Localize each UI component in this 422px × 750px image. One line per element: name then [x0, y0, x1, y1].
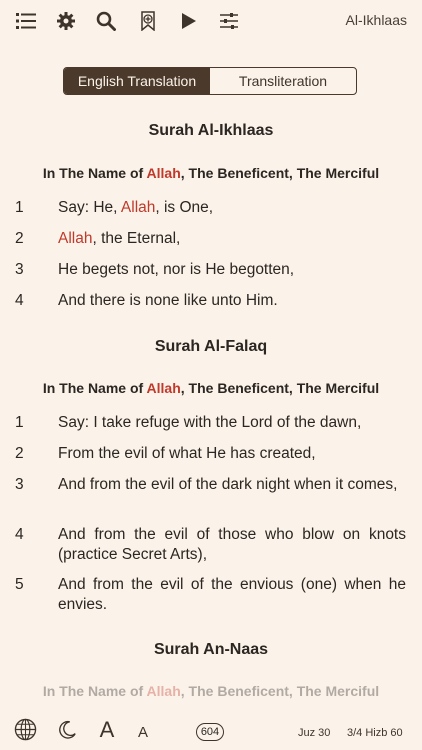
verse-text: And there is none like unto Him. [58, 292, 278, 309]
verse-text: And from the evil of the envious (one) when he envies. [58, 576, 406, 613]
bismillah [0, 683, 422, 699]
verse-text: He begets not, nor is He begotten, [58, 261, 295, 278]
verse-row[interactable] [0, 575, 422, 615]
bismillah-text: , The Beneficent, The Merciful [180, 165, 380, 181]
verse-row[interactable] [0, 198, 422, 218]
highlighted-word: Allah [146, 165, 181, 181]
translation-mode-toggle [63, 67, 357, 95]
bismillah [0, 165, 422, 181]
juz-label: Juz 30 [298, 727, 331, 739]
verse-row[interactable] [0, 525, 422, 565]
verse-number: 1 [15, 414, 24, 431]
verse-row[interactable] [0, 291, 422, 311]
bismillah [0, 380, 422, 396]
highlighted-word: Allah [146, 380, 181, 396]
verse-number: 2 [15, 230, 24, 247]
page-number-badge[interactable]: 604 [196, 723, 224, 741]
highlighted-word: Allah [58, 230, 93, 247]
verse-row[interactable] [0, 260, 422, 280]
bismillah-text: , The Beneficent, The Merciful [180, 683, 380, 699]
highlighted-word: Allah [120, 199, 156, 216]
verse-number: 2 [15, 445, 24, 462]
bismillah-text: , The Beneficent, The Merciful [180, 380, 380, 396]
bookmark-add-icon[interactable] [137, 10, 159, 32]
list-icon[interactable] [15, 10, 37, 32]
verse-number: 4 [15, 526, 24, 543]
font-increase-button[interactable]: A [99, 717, 115, 742]
tab-english-translation[interactable]: English Translation [64, 68, 210, 94]
verse-number: 5 [15, 576, 24, 593]
moon-icon[interactable] [56, 719, 78, 741]
verse-text: And from the evil of the dark night when it comes, [58, 476, 398, 493]
top-toolbar [0, 0, 422, 42]
verse-text: Say: I take refuge with the Lord of the dawn, [58, 414, 362, 431]
verse-row[interactable] [0, 229, 422, 249]
verse-text: Say: He, [58, 199, 121, 216]
verse-number: 4 [15, 292, 24, 309]
bismillah-text: In The Name of [42, 380, 147, 396]
tab-transliteration[interactable]: Transliteration [238, 73, 328, 89]
verse-text: , is One, [155, 199, 214, 216]
verse-text: And from the evil of those who blow on knots (practice Secret Arts), [58, 526, 406, 563]
sliders-icon[interactable] [218, 10, 240, 32]
bismillah-text: In The Name of [42, 683, 147, 699]
verse-number: 1 [15, 199, 24, 216]
font-decrease-button[interactable]: A [137, 723, 148, 741]
surah-title: Surah Al-Ikhlaas [148, 122, 274, 139]
bismillah-text: In The Name of [42, 165, 147, 181]
verse-text: , the Eternal, [92, 230, 181, 247]
verse-row[interactable] [0, 444, 422, 464]
globe-icon[interactable] [13, 717, 37, 741]
gear-icon[interactable] [55, 10, 77, 32]
search-icon[interactable] [95, 10, 117, 32]
verse-number: 3 [15, 476, 24, 493]
highlighted-word: Allah [146, 683, 181, 699]
surah-title: Surah An-Naas [153, 641, 269, 658]
verse-text: From the evil of what He has created, [58, 445, 316, 462]
surah-name-title: Al-Ikhlaas [345, 12, 407, 28]
verse-row[interactable] [0, 475, 422, 495]
verse-row[interactable] [0, 413, 422, 433]
surah-title: Surah Al-Falaq [154, 338, 268, 355]
hizb-label: 3/4 Hizb 60 [347, 727, 403, 739]
play-icon[interactable] [177, 10, 199, 32]
verse-number: 3 [15, 261, 24, 278]
